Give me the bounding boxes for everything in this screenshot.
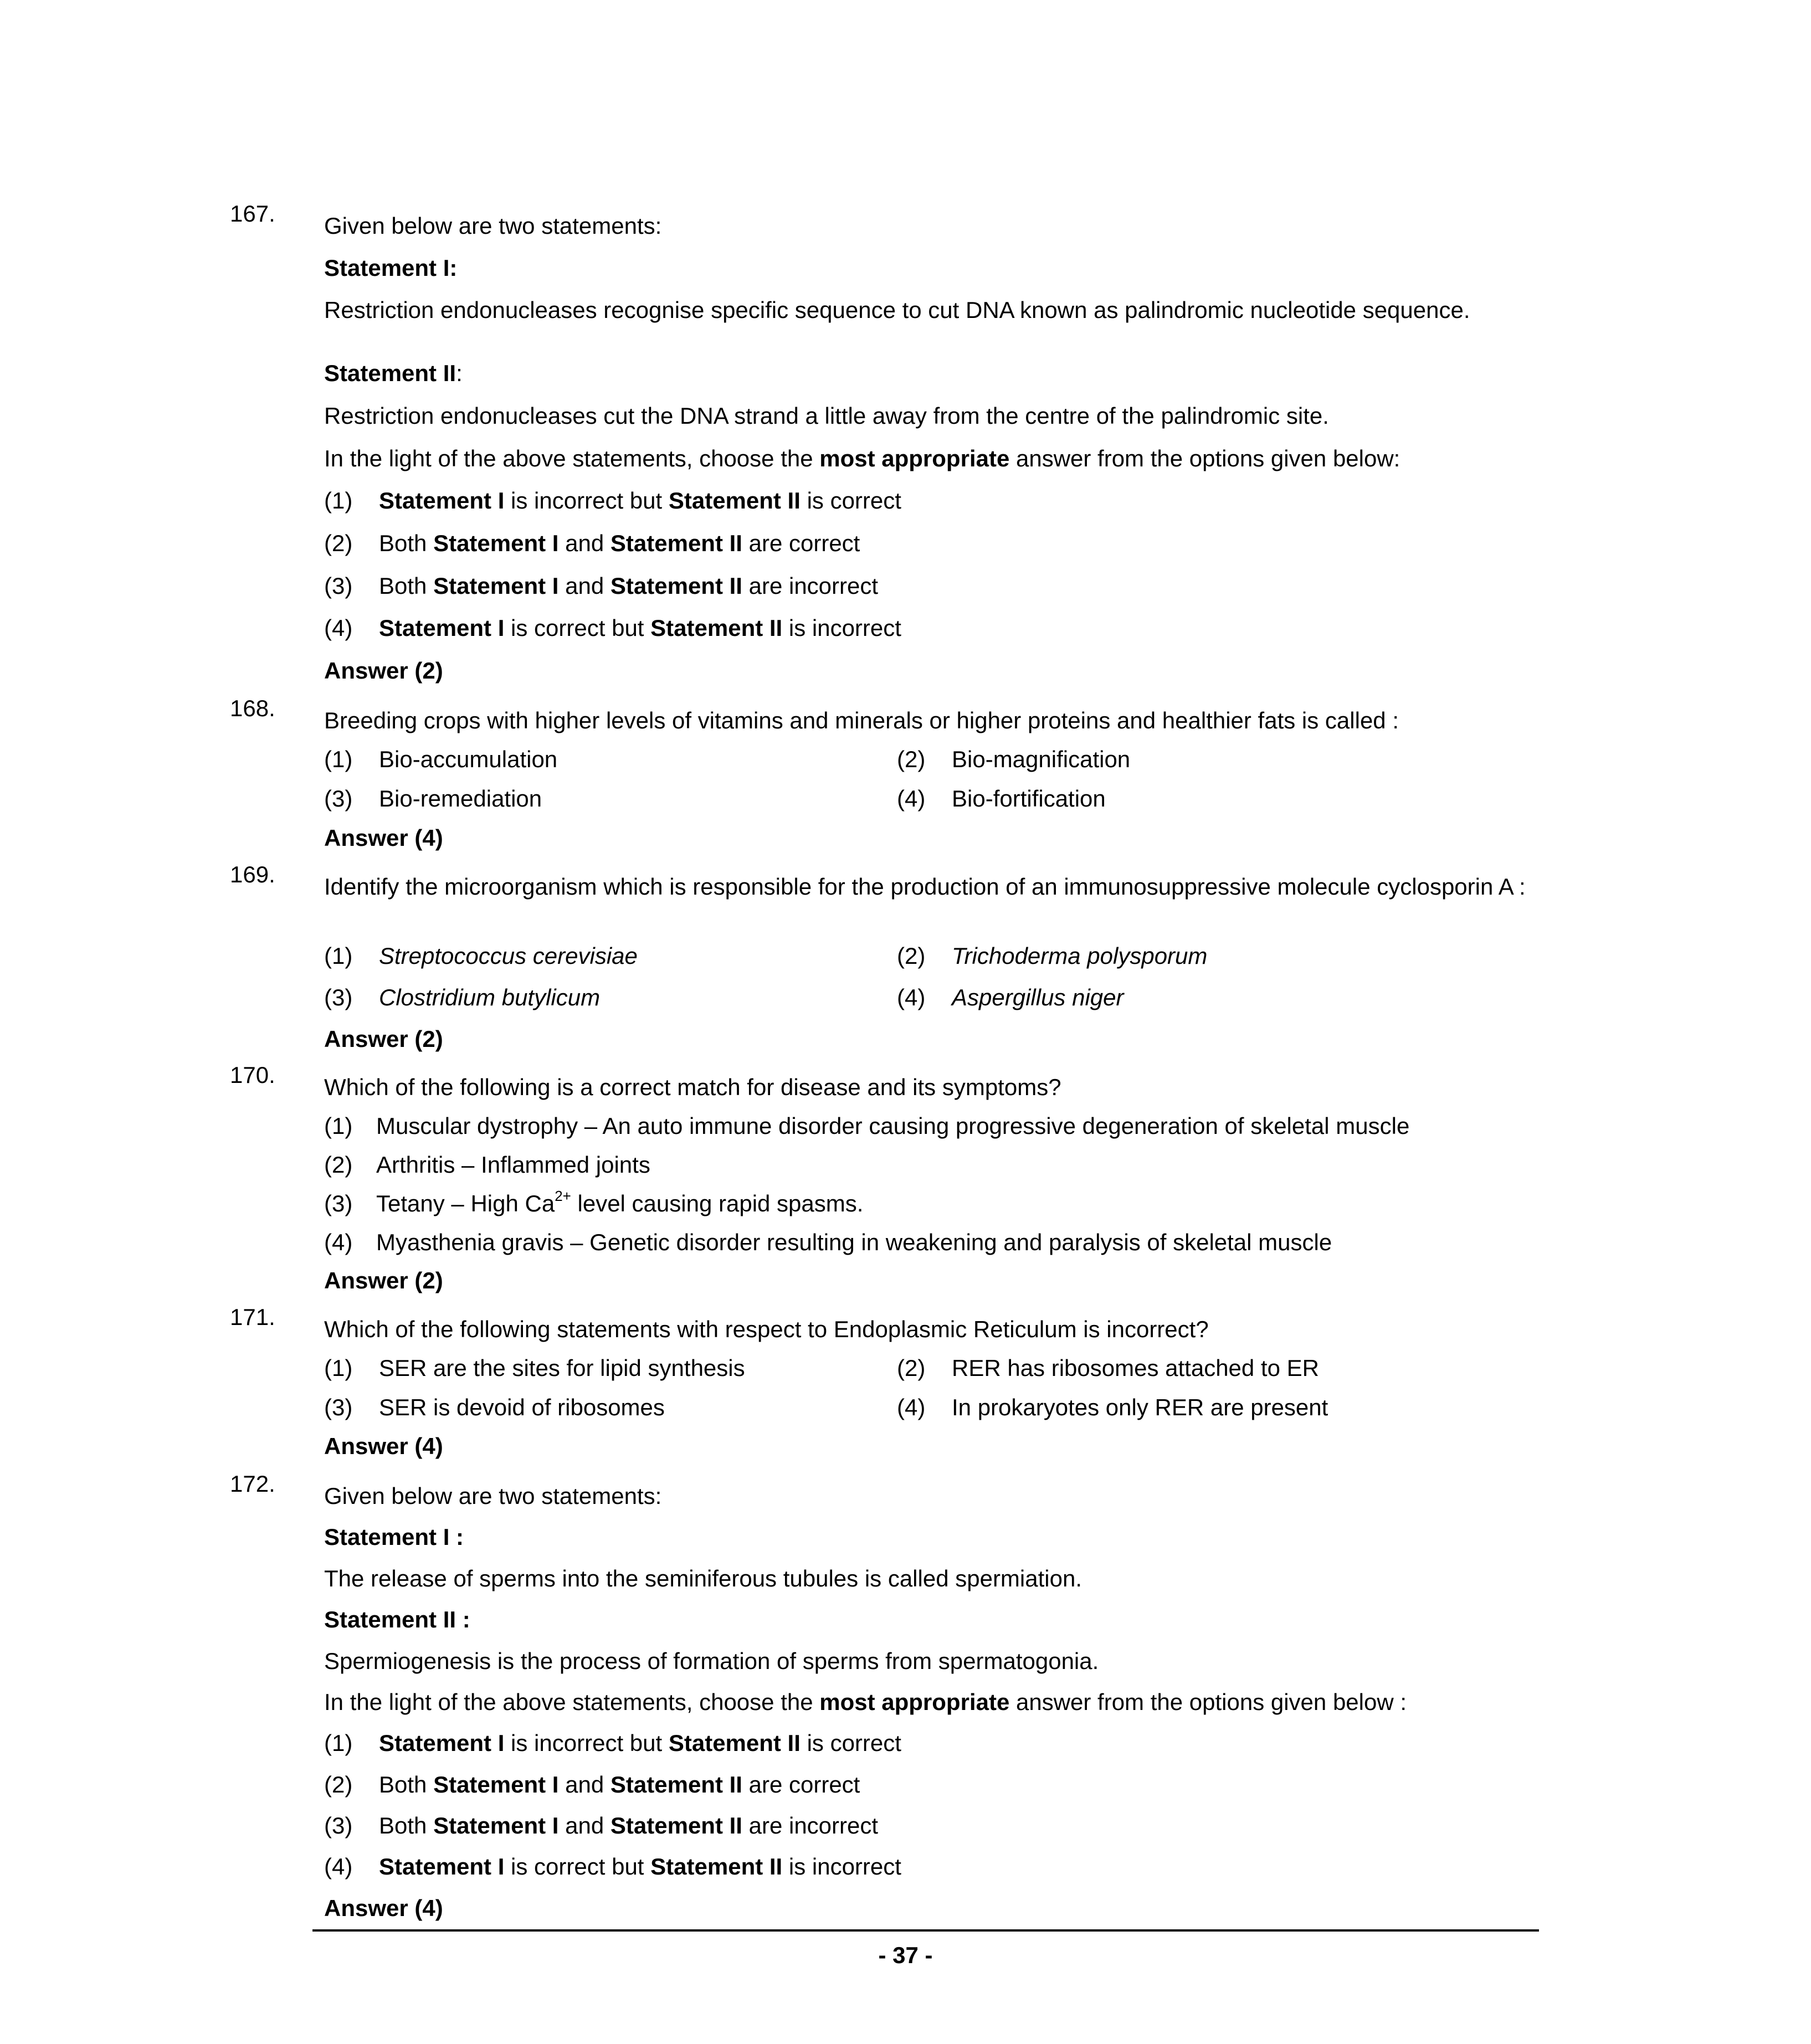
option-4: (4) Statement I is correct but Statement II is incorrect [324,615,901,641]
question-prompt: Breeding crops with higher levels of vitamins and minerals or higher proteins and healthier fats is called : [324,707,1399,733]
option-1: (1) SER are the sites for lipid synthesis [324,1355,745,1381]
option-3: (3) Both Statement I and Statement II are incorrect [324,573,879,599]
statement-1-text: Restriction endonucleases recognise specific sequence to cut DNA known as palindromic nucleotide sequence. [324,297,1470,323]
question-prompt: Which of the following is a correct match for disease and its symptoms? [324,1074,1061,1100]
option-4: (4) Myasthenia gravis – Genetic disorder resulting in weakening and paralysis of skeletal muscle [324,1229,1332,1255]
question-number: 167. [230,201,275,227]
answer: Answer (4) [324,1895,443,1921]
option-2: (2) RER has ribosomes attached to ER [897,1355,1319,1381]
answer: Answer (4) [324,825,443,851]
option-3: (3) SER is devoid of ribosomes [324,1394,665,1420]
page-number: - 37 - [878,1942,933,1968]
option-1: (1) Muscular dystrophy – An auto immune disorder causing progressive degeneration of skeletal muscle [324,1113,1410,1139]
option-1: (1) Statement I is incorrect but Statement II is correct [324,1730,901,1756]
question-prompt: Which of the following statements with respect to Endoplasmic Reticulum is incorrect? [324,1316,1209,1342]
statement-2-label: Statement II : [324,1606,470,1632]
statement-2-label: Statement II: [324,360,463,386]
statement-1-label: Statement I : [324,1524,464,1550]
question-number: 169. [230,861,275,887]
option-2: (2) Both Statement I and Statement II are correct [324,530,860,556]
question-number: 170. [230,1062,275,1088]
question-prompt: Identify the microorganism which is responsible for the production of an immunosuppressive molecule cyclosporin A : [324,874,1526,900]
statement-2-text: Spermiogenesis is the process of formation of sperms from spermatogonia. [324,1648,1099,1674]
option-1: (1) Statement I is incorrect but Statement II is correct [324,487,901,513]
answer: Answer (2) [324,1026,443,1052]
option-4: (4) Aspergillus niger [897,984,1124,1010]
statement-1-text: The release of sperms into the seminiferous tubules is called spermiation. [324,1565,1082,1591]
option-3: (3) Clostridium butylicum [324,984,601,1010]
option-3: (3) Bio-remediation [324,785,542,812]
option-2: (2) Trichoderma polysporum [897,943,1208,969]
statement-2-text: Restriction endonucleases cut the DNA strand a little away from the centre of the palindromic site. [324,403,1329,429]
answer: Answer (2) [324,658,443,684]
question-prompt: Given below are two statements: [324,1483,662,1509]
option-2: (2) Both Statement I and Statement II are correct [324,1771,860,1798]
question-number: 172. [230,1471,275,1497]
statement-1-label: Statement I: [324,255,458,281]
instruction: In the light of the above statements, choose the most appropriate answer from the options given below : [324,1689,1407,1715]
option-1: (1) Bio-accumulation [324,746,558,772]
question-number: 171. [230,1304,275,1330]
footer-divider [312,1929,1539,1932]
instruction: In the light of the above statements, choose the most appropriate answer from the options given below: [324,445,1400,471]
question-number: 168. [230,695,275,721]
option-3: (3) Both Statement I and Statement II are incorrect [324,1812,879,1838]
answer: Answer (2) [324,1267,443,1293]
option-2: (2) Arthritis – Inflammed joints [324,1152,650,1178]
option-4: (4) Bio-fortification [897,785,1106,812]
option-3: (3) Tetany – High $Ca^{2+}$ level causing rapid spasms. [324,1188,864,1216]
option-4: (4) Statement I is correct but Statement II is incorrect [324,1853,901,1879]
option-2: (2) Bio-magnification [897,746,1131,772]
option-1: (1) Streptococcus cerevisiae [324,943,638,969]
answer: Answer (4) [324,1433,443,1459]
question-prompt: Given below are two statements: [324,213,662,239]
option-4: (4) In prokaryotes only RER are present [897,1394,1328,1420]
